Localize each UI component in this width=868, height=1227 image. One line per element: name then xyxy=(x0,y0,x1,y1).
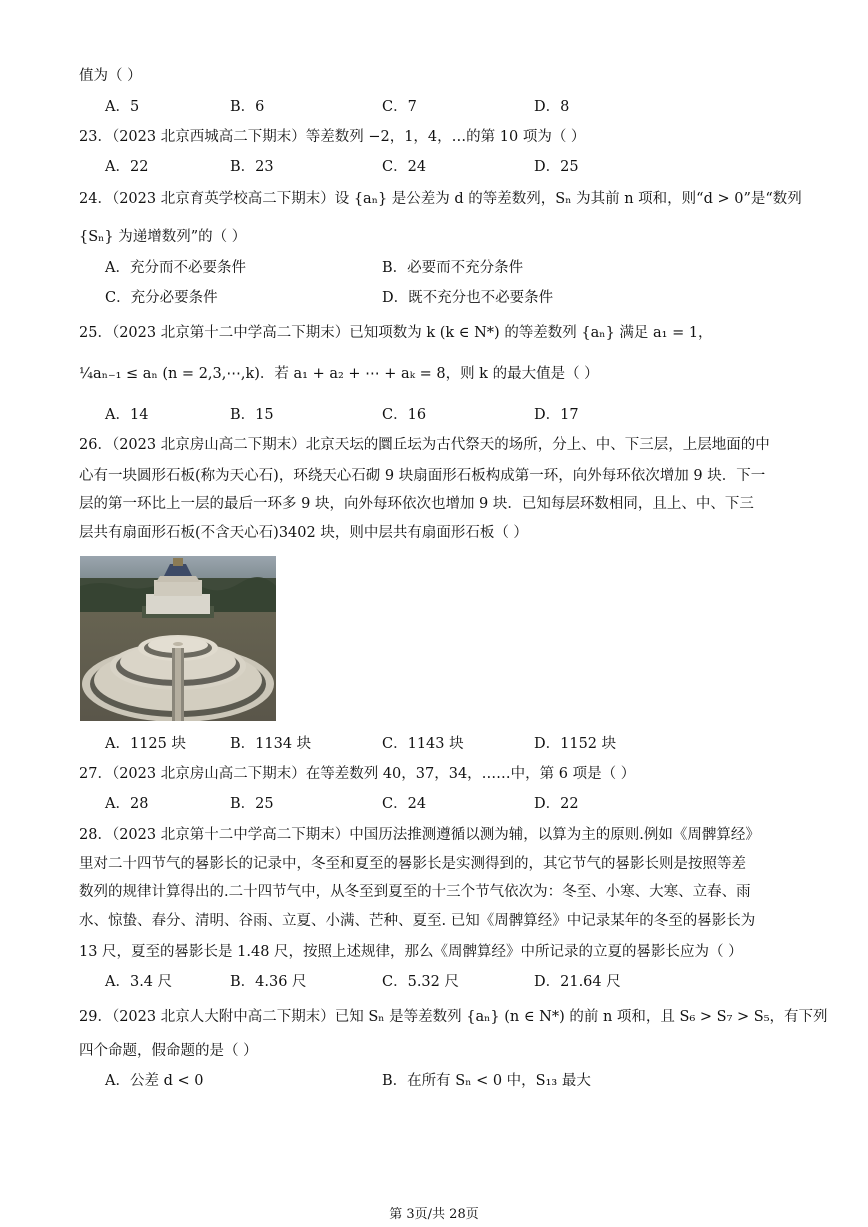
question-28-line1: 28．（2023 北京第十二中学高二下期末）中国历法推测遵循以测为辅，以算为主的原则.例如《周髀算经》 xyxy=(79,827,760,843)
option-22-d: D．8 xyxy=(534,99,570,115)
option-23-d: D．25 xyxy=(534,159,579,175)
question-24-line1: 24．（2023 北京育英学校高二下期末）设 {aₙ} 是公差为 d 的等差数列，Sₙ 为其前 n 项和，则“d > 0”是“数列 xyxy=(79,191,802,207)
temple-of-heaven-photo xyxy=(80,556,276,721)
option-24-a: A．充分而不必要条件 xyxy=(105,260,246,276)
question-28-line5: 13 尺，夏至的晷影长是 1.48 尺，按照上述规律，那么《周髀算经》中所记录的立夏的晷影长应为（ ） xyxy=(79,944,743,960)
question-25-line2: ¼aₙ₋₁ ≤ aₙ (n = 2,3,⋯,k)．若 a₁ + a₂ + ⋯ + aₖ = 8，则 k 的最大值是（ ） xyxy=(79,366,599,382)
option-22-a: A．5 xyxy=(105,99,140,115)
option-24-d: D．既不充分也不必要条件 xyxy=(382,290,554,306)
question-28-line3: 数列的规律计算得出的.二十四节气中，从冬至到夏至的十三个节气依次为：冬至、小寒、大寒、立春、雨 xyxy=(79,884,751,900)
option-25-d: D．17 xyxy=(534,407,579,423)
question-26-line2: 心有一块圆形石板(称为天心石)，环绕天心石砌 9 块扇面形石板构成第一环，向外每环依次增加 9 块．下一 xyxy=(79,468,766,484)
question-29-line2: 四个命题，假命题的是（ ） xyxy=(79,1043,258,1059)
option-23-a: A．22 xyxy=(105,159,149,175)
option-28-c: C．5.32 尺 xyxy=(382,974,459,990)
option-29-a: A．公差 d < 0 xyxy=(105,1073,204,1089)
question-23: 23．（2023 北京西城高二下期末）等差数列 −2，1，4，…的第 10 项为（ ） xyxy=(79,129,586,145)
option-26-c: C．1143 块 xyxy=(382,736,464,752)
question-24-line2: {Sₙ} 为递增数列”的（ ） xyxy=(79,229,247,245)
question-28-line4: 水、惊蛰、春分、清明、谷雨、立夏、小满、芒种、夏至. 已知《周髀算经》中记录某年的冬至的晷影长为 xyxy=(79,913,756,929)
option-26-b: B．1134 块 xyxy=(230,736,312,752)
option-27-b: B．25 xyxy=(230,796,274,812)
question-26-line1: 26．（2023 北京房山高二下期末）北京天坛的圜丘坛为古代祭天的场所，分上、中、下三层，上层地面的中 xyxy=(79,437,770,453)
option-24-b: B．必要而不充分条件 xyxy=(382,260,524,276)
option-22-c: C．7 xyxy=(382,99,417,115)
question-28-line2: 里对二十四节气的晷影长的记录中，冬至和夏至的晷影长是实测得到的，其它节气的晷影长则是按照等差 xyxy=(79,856,746,872)
option-29-b: B．在所有 Sₙ < 0 中，S₁₃ 最大 xyxy=(382,1073,591,1089)
option-25-b: B．15 xyxy=(230,407,274,423)
option-25-a: A．14 xyxy=(105,407,149,423)
option-24-c: C．充分必要条件 xyxy=(105,290,218,306)
option-23-b: B．23 xyxy=(230,159,274,175)
option-27-a: A．28 xyxy=(105,796,149,812)
question-22-tail: 值为（ ） xyxy=(79,68,142,84)
question-27: 27．（2023 北京房山高二下期末）在等差数列 40，37，34，……中，第 6 项是（ ） xyxy=(79,766,636,782)
option-22-b: B．6 xyxy=(230,99,265,115)
option-27-d: D．22 xyxy=(534,796,579,812)
option-26-d: D．1152 块 xyxy=(534,736,617,752)
option-26-a: A．1125 块 xyxy=(105,736,186,752)
question-26-line3: 层的第一环比上一层的最后一环多 9 块，向外每环依次也增加 9 块．已知每层环数相同，且上、中、下三 xyxy=(79,496,754,512)
option-28-b: B．4.36 尺 xyxy=(230,974,307,990)
option-28-d: D．21.64 尺 xyxy=(534,974,621,990)
question-25-line1: 25．（2023 北京第十二中学高二下期末）已知项数为 k (k ∈ N*) 的等差数列 {aₙ} 满足 a₁ = 1， xyxy=(79,325,713,341)
option-25-c: C．16 xyxy=(382,407,427,423)
option-28-a: A．3.4 尺 xyxy=(105,974,173,990)
option-27-c: C．24 xyxy=(382,796,427,812)
question-26-line4: 层共有扇面形石板(不含天心石)3402 块，则中层共有扇面形石板（ ） xyxy=(79,525,528,541)
page-footer: 第 3页/共 28页 xyxy=(389,1207,479,1222)
question-29-line1: 29．（2023 北京人大附中高二下期末）已知 Sₙ 是等差数列 {aₙ} (n ∈ N*) 的前 n 项和，且 S₆ > S₇ > S₅，有下列 xyxy=(79,1009,828,1025)
option-23-c: C．24 xyxy=(382,159,427,175)
